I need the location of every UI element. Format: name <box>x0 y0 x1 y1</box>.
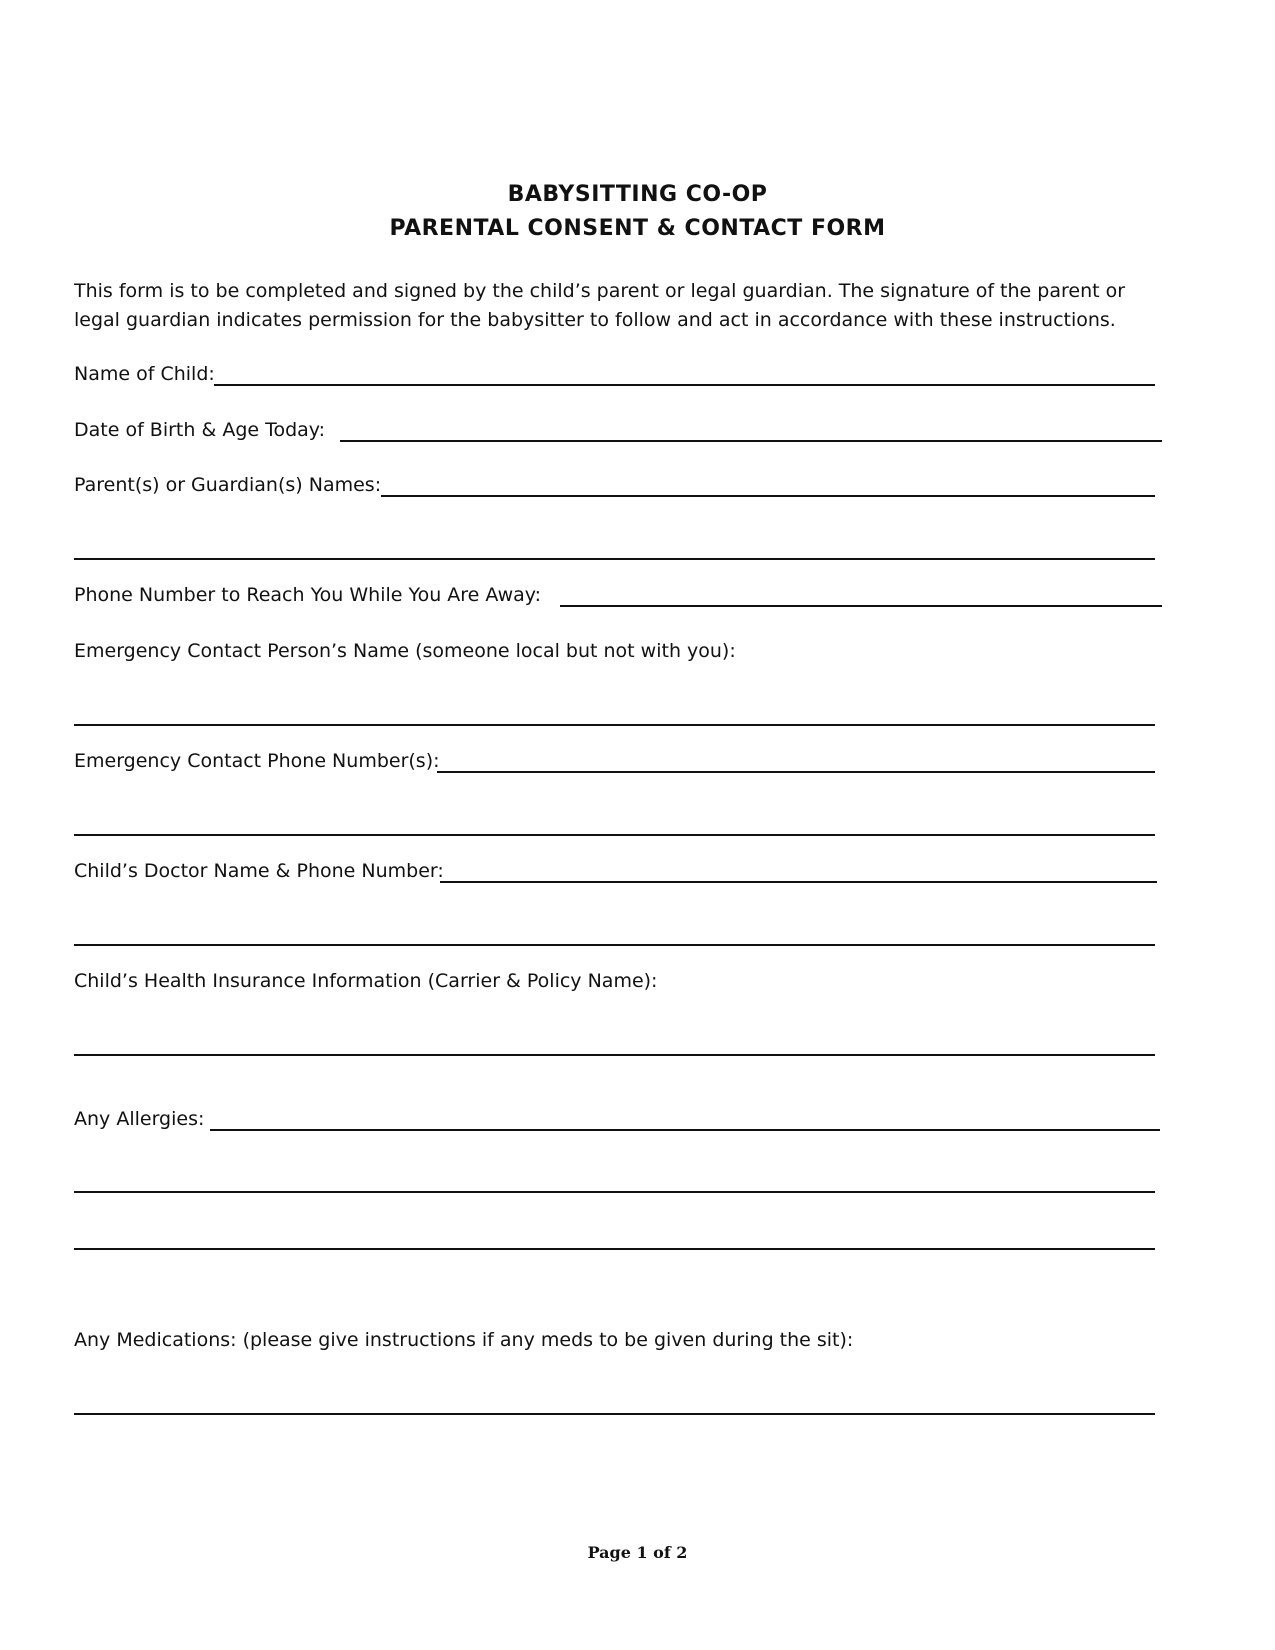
allergies-line-2[interactable] <box>74 1191 1155 1193</box>
emergency-phone-label: Emergency Contact Phone Number(s): <box>74 750 440 772</box>
intro-line-2: legal guardian indicates permission for the babysitter to follow and act in accordance with these instructions. <box>74 309 1116 331</box>
medications-line[interactable] <box>74 1413 1155 1415</box>
medications-label: Any Medications: (please give instructions if any meds to be given during the sit): <box>74 1329 854 1351</box>
allergies-line-3[interactable] <box>74 1248 1155 1250</box>
child-name-label: Name of Child: <box>74 363 215 385</box>
intro-text <box>74 277 1164 335</box>
allergies-label: Any Allergies: <box>74 1108 205 1130</box>
allergies-line[interactable] <box>210 1129 1160 1131</box>
parent-names-label: Parent(s) or Guardian(s) Names: <box>74 474 382 496</box>
doctor-line-2[interactable] <box>74 944 1155 946</box>
emergency-name-line[interactable] <box>74 724 1155 726</box>
form-title: BABYSITTING CO-OP <box>507 182 768 207</box>
insurance-label: Child’s Health Insurance Information (Carrier & Policy Name): <box>74 970 658 992</box>
parent-names-line-2[interactable] <box>74 558 1155 560</box>
emergency-phone-line-2[interactable] <box>74 834 1155 836</box>
parent-names-line[interactable] <box>381 495 1155 497</box>
phone-away-line[interactable] <box>560 605 1162 607</box>
insurance-line[interactable] <box>74 1054 1155 1056</box>
page-number: Page 1 of 2 <box>587 1543 688 1562</box>
dob-age-label: Date of Birth & Age Today: <box>74 419 326 441</box>
phone-away-label: Phone Number to Reach You While You Are Away: <box>74 584 542 606</box>
intro-line-1: This form is to be completed and signed by the child’s parent or legal guardian. The signature of the parent or <box>74 280 1126 302</box>
form-subtitle: PARENTAL CONSENT & CONTACT FORM <box>389 216 886 241</box>
doctor-line[interactable] <box>440 881 1157 883</box>
emergency-name-label: Emergency Contact Person’s Name (someone local but not with you): <box>74 640 736 662</box>
doctor-label: Child’s Doctor Name & Phone Number: <box>74 860 444 882</box>
dob-age-line[interactable] <box>340 440 1162 442</box>
emergency-phone-line[interactable] <box>437 771 1155 773</box>
child-name-line[interactable] <box>214 384 1155 386</box>
